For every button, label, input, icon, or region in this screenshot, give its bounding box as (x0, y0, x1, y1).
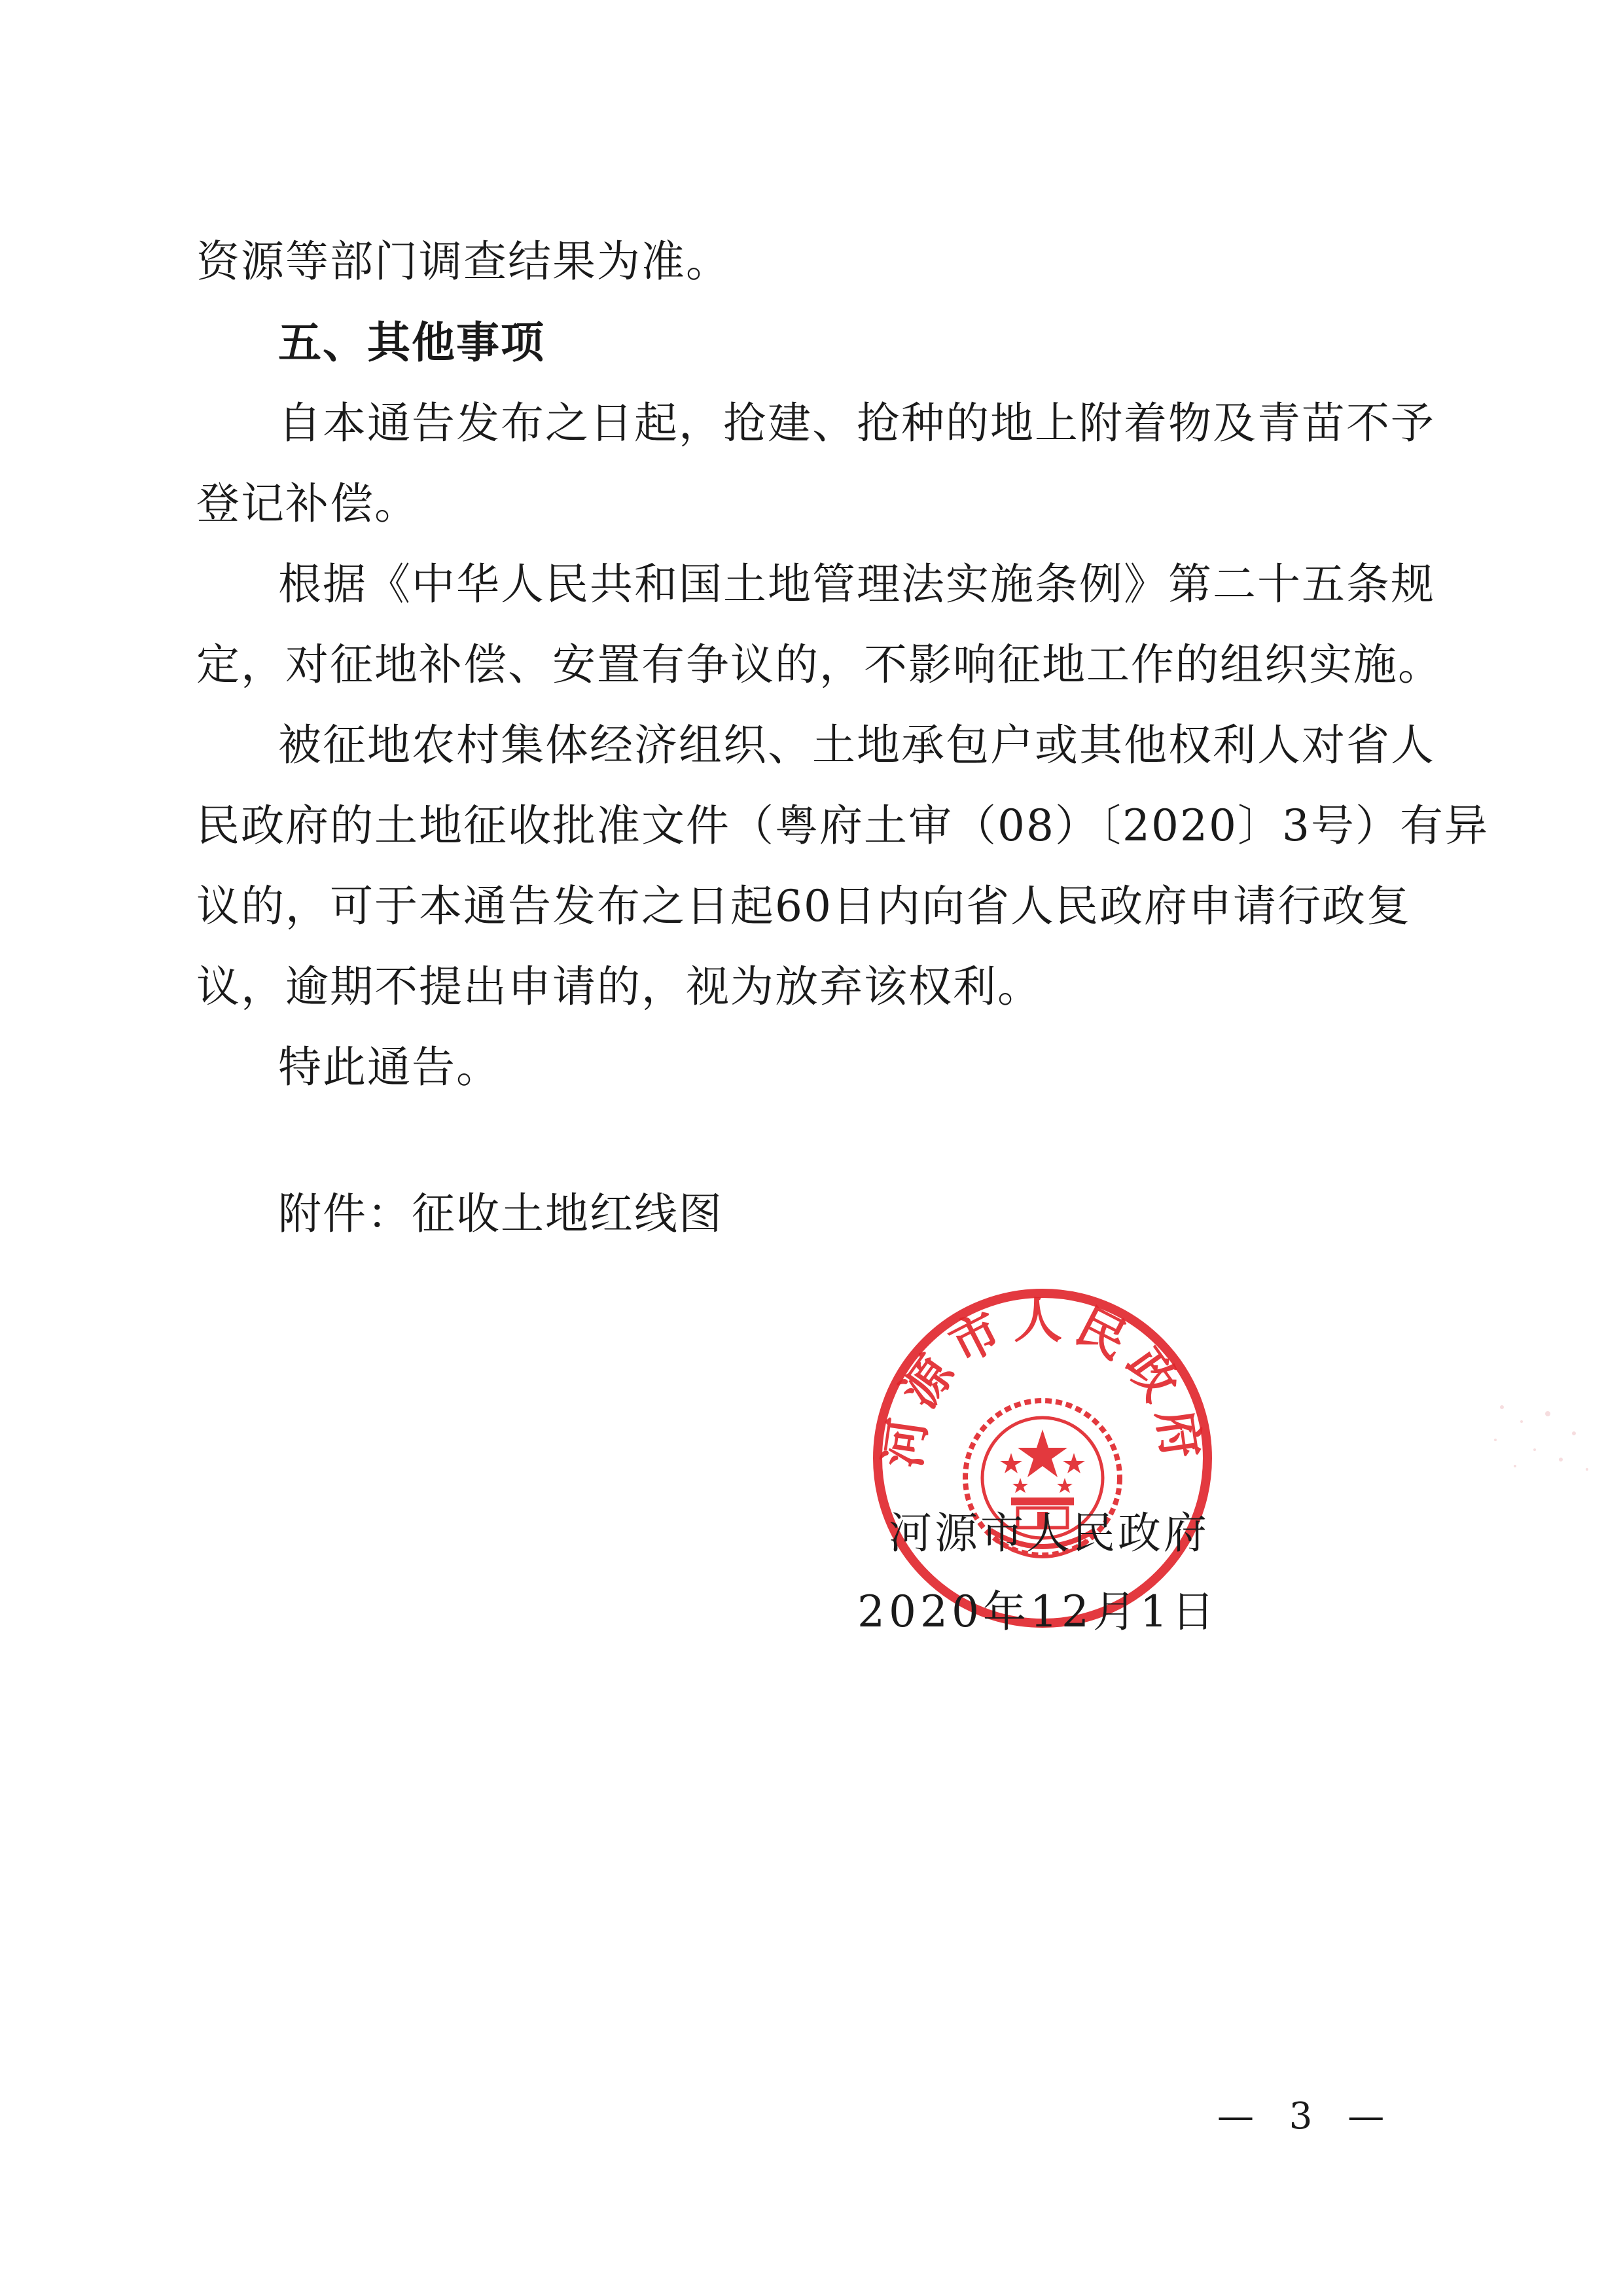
paragraph-2-line-2: 定，对征地补偿、安置有争议的，不影响征地工作的组织实施。 (196, 639, 1442, 690)
paragraph-tail: 资源等部门调查结果为准。 (196, 236, 730, 287)
paragraph-3-line-1: 被征地农村集体经济组织、土地承包户或其他权利人对省人 (278, 720, 1435, 770)
issue-date: 2020年12月1日 (857, 1587, 1219, 1637)
official-seal (866, 1282, 1219, 1635)
paragraph-1-line-2: 登记补偿。 (196, 478, 419, 529)
paragraph-1-line-1: 自本通告发布之日起，抢建、抢种的地上附着物及青苗不予 (278, 398, 1435, 448)
svg-text:河源市人民政府: 河源市人民政府 (874, 1293, 1211, 1471)
section-heading: 五、其他事项 (278, 317, 545, 368)
closing-line: 特此通告。 (278, 1042, 501, 1092)
scan-speckle (1476, 1388, 1607, 1492)
attachment-line: 附件：征收土地红线图 (278, 1189, 723, 1239)
paragraph-3-line-4: 议，逾期不提出申请的，视为放弃该权利。 (196, 961, 1042, 1012)
paragraph-2-line-1: 根据《中华人民共和国土地管理法实施条例》第二十五条规 (278, 559, 1435, 609)
page-number: — 3 — (1217, 2095, 1397, 2138)
issuer-name: 河源市人民政府 (889, 1508, 1209, 1558)
paragraph-3-line-3: 议的，可于本通告发布之日起60日内向省人民政府申请行政复 (196, 881, 1411, 931)
paragraph-3-line-2: 民政府的土地征收批准文件（粤府土审（08）〔2020〕3号）有异 (196, 800, 1489, 851)
